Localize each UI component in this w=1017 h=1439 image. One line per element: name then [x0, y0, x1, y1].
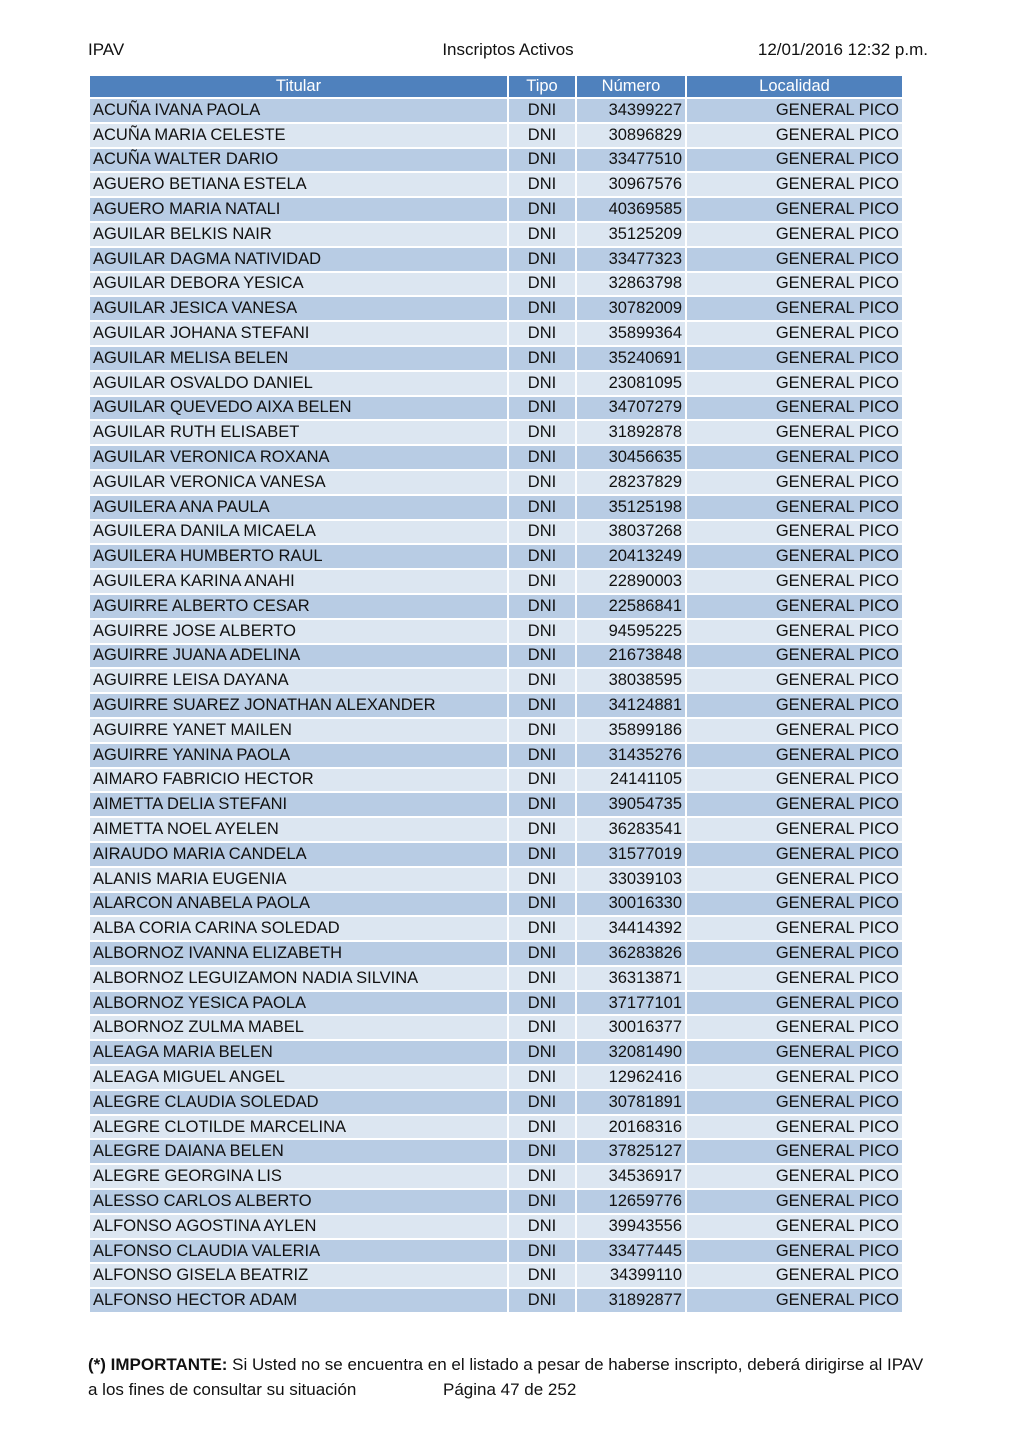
tipo-cell: DNI — [509, 173, 575, 196]
tipo-cell: DNI — [509, 446, 575, 469]
table-row — [90, 248, 902, 271]
titular-cell: AGUILERA KARINA ANAHI — [90, 570, 507, 593]
localidad-cell: GENERAL PICO — [687, 372, 902, 395]
titular-cell: ALESSO CARLOS ALBERTO — [90, 1190, 507, 1213]
numero-cell: 32863798 — [577, 273, 685, 296]
localidad-cell: GENERAL PICO — [687, 893, 902, 916]
tipo-cell: DNI — [509, 347, 575, 370]
table-row — [90, 595, 902, 618]
numero-cell: 37177101 — [577, 992, 685, 1015]
titular-cell: AGUILAR DEBORA YESICA — [90, 273, 507, 296]
column-header-localidad: Localidad — [687, 76, 902, 97]
tipo-cell: DNI — [509, 397, 575, 420]
table-row — [90, 446, 902, 469]
table-row — [90, 322, 902, 345]
numero-cell: 31892877 — [577, 1289, 685, 1312]
tipo-cell: DNI — [509, 669, 575, 692]
table-row — [90, 297, 902, 320]
localidad-cell: GENERAL PICO — [687, 347, 902, 370]
titular-cell: ALBA CORIA CARINA SOLEDAD — [90, 917, 507, 940]
localidad-cell: GENERAL PICO — [687, 297, 902, 320]
numero-cell: 22586841 — [577, 595, 685, 618]
localidad-cell: GENERAL PICO — [687, 248, 902, 271]
numero-cell: 31892878 — [577, 421, 685, 444]
localidad-cell: GENERAL PICO — [687, 1215, 902, 1238]
organization-name: IPAV — [88, 40, 125, 59]
tipo-cell: DNI — [509, 620, 575, 643]
titular-cell: ALBORNOZ YESICA PAOLA — [90, 992, 507, 1015]
table-row — [90, 273, 902, 296]
table-row — [90, 471, 902, 494]
titular-cell: AGUILERA HUMBERTO RAUL — [90, 545, 507, 568]
table-body — [90, 99, 902, 1312]
titular-cell: AGUIRRE ALBERTO CESAR — [90, 595, 507, 618]
table-row — [90, 620, 902, 643]
tipo-cell: DNI — [509, 421, 575, 444]
table-row — [90, 198, 902, 221]
table-row — [90, 1190, 902, 1213]
titular-cell: ALFONSO AGOSTINA AYLEN — [90, 1215, 507, 1238]
table-row — [90, 917, 902, 940]
table-row — [90, 992, 902, 1015]
registrants-table — [88, 74, 904, 1314]
report-datetime: 12/01/2016 12:32 p.m. — [757, 40, 928, 59]
localidad-cell: GENERAL PICO — [687, 1240, 902, 1263]
tipo-cell: DNI — [509, 992, 575, 1015]
titular-cell: AGUIRRE LEISA DAYANA — [90, 669, 507, 692]
numero-cell: 30782009 — [577, 297, 685, 320]
titular-cell: ALEGRE CLAUDIA SOLEDAD — [90, 1091, 507, 1114]
localidad-cell: GENERAL PICO — [687, 645, 902, 668]
numero-cell: 39054735 — [577, 793, 685, 816]
tipo-cell: DNI — [509, 694, 575, 717]
localidad-cell: GENERAL PICO — [687, 669, 902, 692]
tipo-cell: DNI — [509, 769, 575, 792]
report-title: Inscriptos Activos — [442, 40, 574, 59]
localidad-cell: GENERAL PICO — [687, 719, 902, 742]
tipo-cell: DNI — [509, 521, 575, 544]
table-row — [90, 1264, 902, 1287]
numero-cell: 28237829 — [577, 471, 685, 494]
localidad-cell: GENERAL PICO — [687, 322, 902, 345]
table-row — [90, 669, 902, 692]
numero-cell: 35899186 — [577, 719, 685, 742]
localidad-cell: GENERAL PICO — [687, 992, 902, 1015]
table-header-row — [90, 76, 902, 97]
table-row — [90, 397, 902, 420]
tipo-cell: DNI — [509, 1264, 575, 1287]
localidad-cell: GENERAL PICO — [687, 1016, 902, 1039]
titular-cell: AGUILAR DAGMA NATIVIDAD — [90, 248, 507, 271]
localidad-cell: GENERAL PICO — [687, 173, 902, 196]
localidad-cell: GENERAL PICO — [687, 868, 902, 891]
table-row — [90, 694, 902, 717]
localidad-cell: GENERAL PICO — [687, 1165, 902, 1188]
page-footer — [88, 1352, 938, 1402]
table-row — [90, 1016, 902, 1039]
titular-cell: ACUÑA MARIA CELESTE — [90, 124, 507, 147]
numero-cell: 31435276 — [577, 744, 685, 767]
localidad-cell: GENERAL PICO — [687, 744, 902, 767]
localidad-cell: GENERAL PICO — [687, 570, 902, 593]
titular-cell: ACUÑA IVANA PAOLA — [90, 99, 507, 122]
tipo-cell: DNI — [509, 942, 575, 965]
localidad-cell: GENERAL PICO — [687, 149, 902, 172]
column-header-tipo: Tipo — [509, 76, 575, 97]
localidad-cell: GENERAL PICO — [687, 521, 902, 544]
titular-cell: AGUILERA DANILA MICAELA — [90, 521, 507, 544]
table-row — [90, 421, 902, 444]
tipo-cell: DNI — [509, 1289, 575, 1312]
localidad-cell: GENERAL PICO — [687, 545, 902, 568]
titular-cell: ALFONSO GISELA BEATRIZ — [90, 1264, 507, 1287]
numero-cell: 30781891 — [577, 1091, 685, 1114]
localidad-cell: GENERAL PICO — [687, 223, 902, 246]
page-number: Página 47 de 252 — [443, 1380, 577, 1399]
localidad-cell: GENERAL PICO — [687, 595, 902, 618]
table-row — [90, 1165, 902, 1188]
table-row — [90, 893, 902, 916]
table-row — [90, 1289, 902, 1312]
localidad-cell: GENERAL PICO — [687, 694, 902, 717]
numero-cell: 94595225 — [577, 620, 685, 643]
tipo-cell: DNI — [509, 248, 575, 271]
tipo-cell: DNI — [509, 496, 575, 519]
numero-cell: 34124881 — [577, 694, 685, 717]
localidad-cell: GENERAL PICO — [687, 942, 902, 965]
table-row — [90, 1091, 902, 1114]
numero-cell: 34707279 — [577, 397, 685, 420]
table-row — [90, 1240, 902, 1263]
titular-cell: AGUILAR MELISA BELEN — [90, 347, 507, 370]
table-row — [90, 1041, 902, 1064]
table-row — [90, 793, 902, 816]
localidad-cell: GENERAL PICO — [687, 1041, 902, 1064]
table-row — [90, 769, 902, 792]
titular-cell: ALEGRE GEORGINA LIS — [90, 1165, 507, 1188]
tipo-cell: DNI — [509, 719, 575, 742]
tipo-cell: DNI — [509, 372, 575, 395]
tipo-cell: DNI — [509, 297, 575, 320]
localidad-cell: GENERAL PICO — [687, 1289, 902, 1312]
tipo-cell: DNI — [509, 273, 575, 296]
numero-cell: 33477323 — [577, 248, 685, 271]
numero-cell: 34399227 — [577, 99, 685, 122]
tipo-cell: DNI — [509, 1140, 575, 1163]
numero-cell: 35125209 — [577, 223, 685, 246]
localidad-cell: GENERAL PICO — [687, 397, 902, 420]
titular-cell: AGUIRRE JUANA ADELINA — [90, 645, 507, 668]
numero-cell: 30456635 — [577, 446, 685, 469]
numero-cell: 33477445 — [577, 1240, 685, 1263]
numero-cell: 35899364 — [577, 322, 685, 345]
numero-cell: 20413249 — [577, 545, 685, 568]
tipo-cell: DNI — [509, 868, 575, 891]
localidad-cell: GENERAL PICO — [687, 1140, 902, 1163]
tipo-cell: DNI — [509, 818, 575, 841]
numero-cell: 20168316 — [577, 1116, 685, 1139]
important-text-continued: a los fines de consultar su situación — [88, 1380, 357, 1399]
tipo-cell: DNI — [509, 1165, 575, 1188]
localidad-cell: GENERAL PICO — [687, 446, 902, 469]
table-row — [90, 124, 902, 147]
titular-cell: AGUILAR QUEVEDO AIXA BELEN — [90, 397, 507, 420]
numero-cell: 39943556 — [577, 1215, 685, 1238]
table-row — [90, 744, 902, 767]
numero-cell: 34399110 — [577, 1264, 685, 1287]
titular-cell: ALANIS MARIA EUGENIA — [90, 868, 507, 891]
numero-cell: 31577019 — [577, 843, 685, 866]
table-row — [90, 347, 902, 370]
tipo-cell: DNI — [509, 1190, 575, 1213]
numero-cell: 36283541 — [577, 818, 685, 841]
localidad-cell: GENERAL PICO — [687, 917, 902, 940]
important-label: (*) IMPORTANTE: — [88, 1355, 228, 1374]
table-row — [90, 223, 902, 246]
localidad-cell: GENERAL PICO — [687, 99, 902, 122]
localidad-cell: GENERAL PICO — [687, 1116, 902, 1139]
localidad-cell: GENERAL PICO — [687, 421, 902, 444]
numero-cell: 32081490 — [577, 1041, 685, 1064]
tipo-cell: DNI — [509, 149, 575, 172]
numero-cell: 21673848 — [577, 645, 685, 668]
titular-cell: AGUIRRE SUAREZ JONATHAN ALEXANDER — [90, 694, 507, 717]
localidad-cell: GENERAL PICO — [687, 1190, 902, 1213]
tipo-cell: DNI — [509, 645, 575, 668]
tipo-cell: DNI — [509, 1066, 575, 1089]
titular-cell: AGUERO BETIANA ESTELA — [90, 173, 507, 196]
localidad-cell: GENERAL PICO — [687, 843, 902, 866]
numero-cell: 30896829 — [577, 124, 685, 147]
localidad-cell: GENERAL PICO — [687, 1264, 902, 1287]
column-header-titular: Titular — [90, 76, 507, 97]
table-row — [90, 967, 902, 990]
titular-cell: ALEGRE CLOTILDE MARCELINA — [90, 1116, 507, 1139]
localidad-cell: GENERAL PICO — [687, 967, 902, 990]
tipo-cell: DNI — [509, 198, 575, 221]
table-row — [90, 496, 902, 519]
table-row — [90, 570, 902, 593]
titular-cell: ALEGRE DAIANA BELEN — [90, 1140, 507, 1163]
table-row — [90, 1215, 902, 1238]
tipo-cell: DNI — [509, 322, 575, 345]
table-row — [90, 942, 902, 965]
numero-cell: 30016330 — [577, 893, 685, 916]
table-row — [90, 1066, 902, 1089]
table-row — [90, 173, 902, 196]
numero-cell: 37825127 — [577, 1140, 685, 1163]
localidad-cell: GENERAL PICO — [687, 471, 902, 494]
localidad-cell: GENERAL PICO — [687, 1091, 902, 1114]
numero-cell: 40369585 — [577, 198, 685, 221]
localidad-cell: GENERAL PICO — [687, 769, 902, 792]
tipo-cell: DNI — [509, 595, 575, 618]
titular-cell: ALEAGA MIGUEL ANGEL — [90, 1066, 507, 1089]
numero-cell: 30016377 — [577, 1016, 685, 1039]
titular-cell: ALBORNOZ IVANNA ELIZABETH — [90, 942, 507, 965]
tipo-cell: DNI — [509, 223, 575, 246]
tipo-cell: DNI — [509, 471, 575, 494]
table-row — [90, 372, 902, 395]
titular-cell: AIRAUDO MARIA CANDELA — [90, 843, 507, 866]
numero-cell: 12659776 — [577, 1190, 685, 1213]
tipo-cell: DNI — [509, 967, 575, 990]
titular-cell: AIMETTA DELIA STEFANI — [90, 793, 507, 816]
table-row — [90, 521, 902, 544]
titular-cell: ALFONSO CLAUDIA VALERIA — [90, 1240, 507, 1263]
numero-cell: 33039103 — [577, 868, 685, 891]
table-row — [90, 149, 902, 172]
table-row — [90, 818, 902, 841]
titular-cell: ACUÑA WALTER DARIO — [90, 149, 507, 172]
titular-cell: AIMETTA NOEL AYELEN — [90, 818, 507, 841]
numero-cell: 34414392 — [577, 917, 685, 940]
tipo-cell: DNI — [509, 99, 575, 122]
localidad-cell: GENERAL PICO — [687, 793, 902, 816]
localidad-cell: GENERAL PICO — [687, 496, 902, 519]
tipo-cell: DNI — [509, 1116, 575, 1139]
tipo-cell: DNI — [509, 917, 575, 940]
localidad-cell: GENERAL PICO — [687, 273, 902, 296]
numero-cell: 36283826 — [577, 942, 685, 965]
numero-cell: 35240691 — [577, 347, 685, 370]
important-text: Si Usted no se encuentra en el listado a pesar de haberse inscripto, deberá dirigirse al IPAV — [227, 1355, 924, 1374]
titular-cell: ALBORNOZ ZULMA MABEL — [90, 1016, 507, 1039]
table-row — [90, 645, 902, 668]
titular-cell: AGUILAR JOHANA STEFANI — [90, 322, 507, 345]
titular-cell: ALFONSO HECTOR ADAM — [90, 1289, 507, 1312]
numero-cell: 38038595 — [577, 669, 685, 692]
table-row — [90, 719, 902, 742]
tipo-cell: DNI — [509, 545, 575, 568]
tipo-cell: DNI — [509, 1041, 575, 1064]
titular-cell: ALBORNOZ LEGUIZAMON NADIA SILVINA — [90, 967, 507, 990]
tipo-cell: DNI — [509, 1016, 575, 1039]
localidad-cell: GENERAL PICO — [687, 124, 902, 147]
page-header — [88, 40, 928, 66]
numero-cell: 24141105 — [577, 769, 685, 792]
titular-cell: AGUERO MARIA NATALI — [90, 198, 507, 221]
titular-cell: AGUILAR VERONICA ROXANA — [90, 446, 507, 469]
table-row — [90, 1140, 902, 1163]
titular-cell: AGUILERA ANA PAULA — [90, 496, 507, 519]
tipo-cell: DNI — [509, 124, 575, 147]
titular-cell: AGUILAR VERONICA VANESA — [90, 471, 507, 494]
titular-cell: AGUIRRE YANINA PAOLA — [90, 744, 507, 767]
localidad-cell: GENERAL PICO — [687, 1066, 902, 1089]
titular-cell: AGUIRRE YANET MAILEN — [90, 719, 507, 742]
titular-cell: AGUILAR RUTH ELISABET — [90, 421, 507, 444]
table-row — [90, 868, 902, 891]
important-notice — [88, 1352, 938, 1377]
table-row — [90, 545, 902, 568]
titular-cell: ALARCON ANABELA PAOLA — [90, 893, 507, 916]
tipo-cell: DNI — [509, 570, 575, 593]
tipo-cell: DNI — [509, 1215, 575, 1238]
titular-cell: AGUIRRE JOSE ALBERTO — [90, 620, 507, 643]
titular-cell: AGUILAR BELKIS NAIR — [90, 223, 507, 246]
titular-cell: AGUILAR JESICA VANESA — [90, 297, 507, 320]
numero-cell: 33477510 — [577, 149, 685, 172]
numero-cell: 36313871 — [577, 967, 685, 990]
numero-cell: 30967576 — [577, 173, 685, 196]
titular-cell: ALEAGA MARIA BELEN — [90, 1041, 507, 1064]
tipo-cell: DNI — [509, 843, 575, 866]
numero-cell: 34536917 — [577, 1165, 685, 1188]
tipo-cell: DNI — [509, 893, 575, 916]
titular-cell: AIMARO FABRICIO HECTOR — [90, 769, 507, 792]
numero-cell: 35125198 — [577, 496, 685, 519]
tipo-cell: DNI — [509, 1240, 575, 1263]
numero-cell: 38037268 — [577, 521, 685, 544]
localidad-cell: GENERAL PICO — [687, 818, 902, 841]
localidad-cell: GENERAL PICO — [687, 620, 902, 643]
numero-cell: 12962416 — [577, 1066, 685, 1089]
table-row — [90, 99, 902, 122]
numero-cell: 22890003 — [577, 570, 685, 593]
table-row — [90, 1116, 902, 1139]
table-row — [90, 843, 902, 866]
column-header-numero: Número — [577, 76, 685, 97]
tipo-cell: DNI — [509, 793, 575, 816]
localidad-cell: GENERAL PICO — [687, 198, 902, 221]
tipo-cell: DNI — [509, 744, 575, 767]
numero-cell: 23081095 — [577, 372, 685, 395]
titular-cell: AGUILAR OSVALDO DANIEL — [90, 372, 507, 395]
tipo-cell: DNI — [509, 1091, 575, 1114]
